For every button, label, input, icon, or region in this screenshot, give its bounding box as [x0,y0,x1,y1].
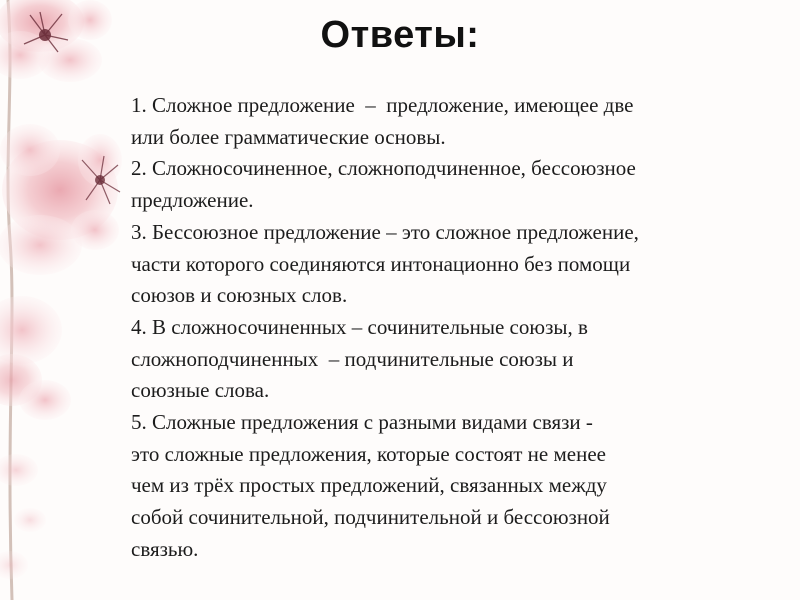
answer-5-line-3: чем из трёх простых предложений, связанных между [131,473,607,498]
slide-title: Ответы: [320,14,480,56]
answer-5-line-5: связью. [131,536,199,561]
answer-1-line-2: или более грамматические основы. [131,124,446,149]
flower-lower-icon [0,296,71,420]
floral-decoration [0,0,140,600]
answer-item-1 [131,90,781,153]
answer-item-3 [131,217,781,312]
answer-2-line-2: предложение. [131,188,254,213]
answer-item-5 [131,407,781,566]
answer-3-line-1: 3. Бессоюзное предложение – это сложное предложение, [131,219,639,244]
flower-middle-icon [0,124,122,275]
answer-4-line-3: союзные слова. [131,378,270,403]
answer-4-line-1: 4. В сложносочиненных – сочинительные союзы, в [131,314,588,339]
answers-list [131,90,781,566]
answer-5-line-1: 5. Сложные предложения с разными видами связи - [131,410,593,435]
answer-5-line-2: это сложные предложения, которые состоят не менее [131,441,606,466]
answer-4-line-2: сложноподчиненных – подчинительные союзы и [131,346,574,371]
answer-5-line-4: собой сочинительной, подчинительной и бессоюзной [131,505,610,530]
answer-item-2 [131,153,781,216]
petals-bottom-icon [0,454,46,579]
answer-3-line-2: части которого соединяются интонационно без помощи [131,251,631,276]
answer-item-4 [131,312,781,407]
answer-2-line-1: 2. Сложносочиненное, сложноподчиненное, бессоюзное [131,156,636,181]
answer-1-line-1: 1. Сложное предложение – предложение, имеющее две [131,93,634,117]
answer-3-line-3: союзов и союзных слов. [131,283,348,308]
